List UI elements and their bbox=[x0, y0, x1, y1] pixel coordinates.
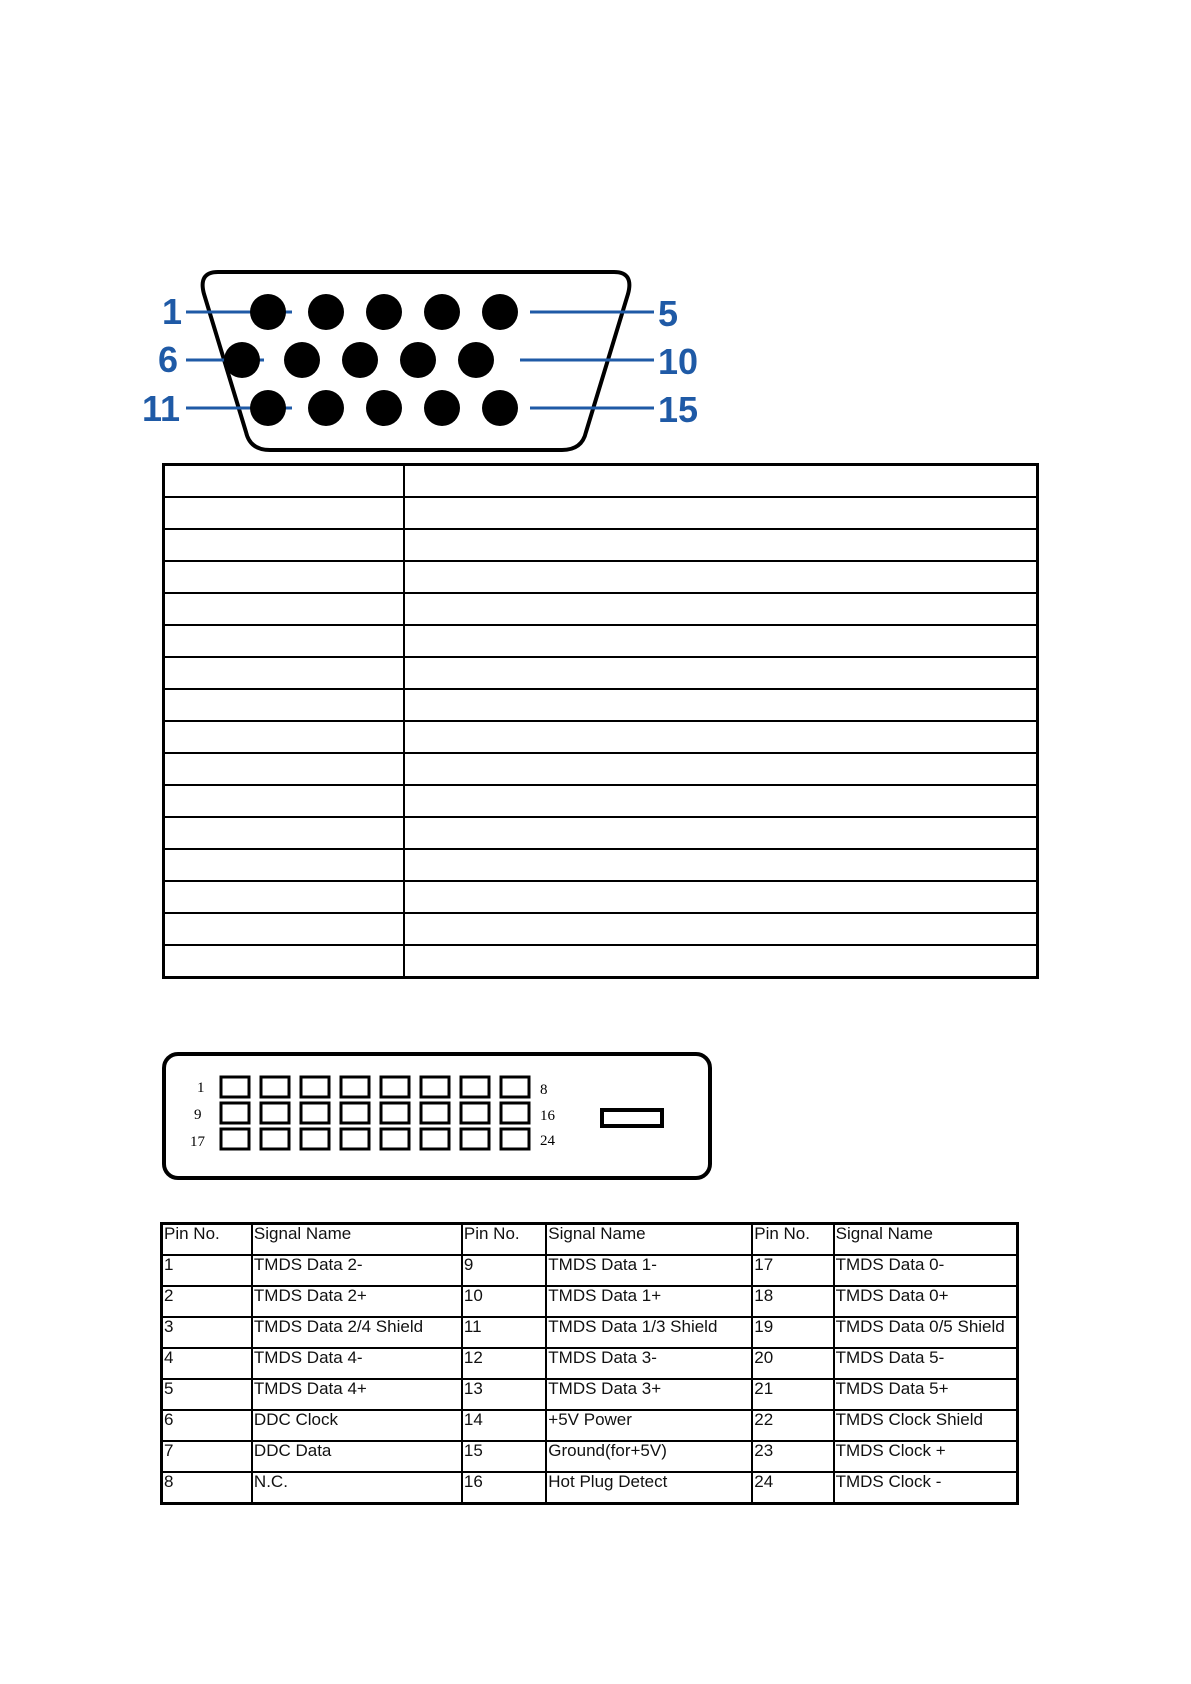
vga-table-cell bbox=[404, 817, 1038, 849]
vga-label-15: 15 bbox=[658, 389, 699, 430]
vga-table-row bbox=[164, 945, 1038, 978]
table-row bbox=[162, 1348, 1018, 1379]
vga-table-row bbox=[164, 881, 1038, 913]
vga-label-11: 11 bbox=[142, 388, 181, 429]
pin-number-cell: 12 bbox=[462, 1348, 546, 1379]
signal-name-cell: TMDS Data 2- bbox=[252, 1255, 462, 1286]
dvi-pin-12 bbox=[341, 1103, 369, 1123]
signal-name-cell: Hot Plug Detect bbox=[546, 1472, 752, 1504]
pin-number-cell: 24 bbox=[752, 1472, 833, 1504]
vga-table-cell bbox=[164, 625, 405, 657]
vga-pin-8 bbox=[342, 342, 378, 378]
vga-table-row bbox=[164, 689, 1038, 721]
vga-table-row bbox=[164, 561, 1038, 593]
pin-number-cell: 6 bbox=[162, 1410, 252, 1441]
vga-table-cell bbox=[404, 625, 1038, 657]
signal-name-cell: Ground(for+5V) bbox=[546, 1441, 752, 1472]
dvi-pin-18 bbox=[261, 1129, 289, 1149]
pin-number-cell: 22 bbox=[752, 1410, 833, 1441]
vga-table-cell bbox=[404, 753, 1038, 785]
vga-table-cell bbox=[404, 689, 1038, 721]
vga-table-cell bbox=[404, 913, 1038, 945]
vga-table-cell bbox=[164, 593, 405, 625]
vga-pin-6 bbox=[224, 342, 260, 378]
vga-table-row bbox=[164, 721, 1038, 753]
dvi-pin-6 bbox=[421, 1077, 449, 1097]
vga-pin-14 bbox=[424, 390, 460, 426]
vga-table-cell bbox=[404, 593, 1038, 625]
pin-number-cell: 15 bbox=[462, 1441, 546, 1472]
vga-table-cell bbox=[404, 529, 1038, 561]
vga-table-cell bbox=[164, 497, 405, 529]
table-row bbox=[162, 1255, 1018, 1286]
signal-name-cell: TMDS Clock Shield bbox=[834, 1410, 1018, 1441]
signal-name-cell: DDC Data bbox=[252, 1441, 462, 1472]
pin-number-cell: 16 bbox=[462, 1472, 546, 1504]
vga-pin-10 bbox=[458, 342, 494, 378]
vga-table-cell bbox=[164, 529, 405, 561]
pin-number-cell: 14 bbox=[462, 1410, 546, 1441]
header-signal-name: Signal Name bbox=[546, 1224, 752, 1256]
vga-table-cell bbox=[404, 785, 1038, 817]
table-row bbox=[162, 1286, 1018, 1317]
signal-name-cell: N.C. bbox=[252, 1472, 462, 1504]
signal-name-cell: TMDS Data 4+ bbox=[252, 1379, 462, 1410]
vga-table-cell bbox=[164, 785, 405, 817]
header-signal-name: Signal Name bbox=[252, 1224, 462, 1256]
pin-number-cell: 10 bbox=[462, 1286, 546, 1317]
pin-number-cell: 7 bbox=[162, 1441, 252, 1472]
dvi-pin-8 bbox=[501, 1077, 529, 1097]
dvi-pin-4 bbox=[341, 1077, 369, 1097]
vga-pin-12 bbox=[308, 390, 344, 426]
dvi-pin-16 bbox=[501, 1103, 529, 1123]
pin-number-cell: 21 bbox=[752, 1379, 833, 1410]
vga-table-cell bbox=[164, 561, 405, 593]
vga-table-cell bbox=[404, 465, 1038, 498]
vga-table-cell bbox=[164, 817, 405, 849]
vga-label-10: 10 bbox=[658, 341, 699, 382]
vga-table-row bbox=[164, 913, 1038, 945]
dvi-pin-3 bbox=[301, 1077, 329, 1097]
table-row bbox=[162, 1410, 1018, 1441]
pin-number-cell: 3 bbox=[162, 1317, 252, 1348]
vga-pin-11 bbox=[250, 390, 286, 426]
pin-number-cell: 19 bbox=[752, 1317, 833, 1348]
vga-table-cell bbox=[404, 497, 1038, 529]
vga-table-cell bbox=[164, 465, 405, 498]
vga-pin-4 bbox=[424, 294, 460, 330]
vga-table-row bbox=[164, 497, 1038, 529]
dvi-pin-17 bbox=[221, 1129, 249, 1149]
pin-number-cell: 9 bbox=[462, 1255, 546, 1286]
dvi-pin-21 bbox=[381, 1129, 409, 1149]
vga-pin-1 bbox=[250, 294, 286, 330]
vga-label-5: 5 bbox=[658, 293, 679, 334]
vga-pin-3 bbox=[366, 294, 402, 330]
dvi-label-17: 17 bbox=[190, 1134, 205, 1150]
signal-name-cell: TMDS Data 0/5 Shield bbox=[834, 1317, 1018, 1348]
dvi-pin-2 bbox=[261, 1077, 289, 1097]
signal-name-cell: TMDS Data 3+ bbox=[546, 1379, 752, 1410]
vga-pin-table bbox=[162, 463, 1039, 979]
vga-table-row bbox=[164, 817, 1038, 849]
dvi-label-24: 24 bbox=[540, 1133, 555, 1149]
vga-table-row bbox=[164, 785, 1038, 817]
table-row bbox=[162, 1441, 1018, 1472]
header-signal-name: Signal Name bbox=[834, 1224, 1018, 1256]
dvi-pin-19 bbox=[301, 1129, 329, 1149]
vga-table-row bbox=[164, 529, 1038, 561]
header-pin-no: Pin No. bbox=[162, 1224, 252, 1256]
vga-connector-diagram bbox=[138, 266, 718, 466]
vga-table-cell bbox=[404, 945, 1038, 978]
dvi-pin-7 bbox=[461, 1077, 489, 1097]
dvi-pin-9 bbox=[221, 1103, 249, 1123]
pin-number-cell: 1 bbox=[162, 1255, 252, 1286]
signal-name-cell: TMDS Data 4- bbox=[252, 1348, 462, 1379]
dvi-pin-15 bbox=[461, 1103, 489, 1123]
signal-name-cell: TMDS Data 0- bbox=[834, 1255, 1018, 1286]
dvi-pin-22 bbox=[421, 1129, 449, 1149]
dvi-label-16: 16 bbox=[540, 1108, 555, 1124]
pin-number-cell: 11 bbox=[462, 1317, 546, 1348]
signal-name-cell: TMDS Data 1/3 Shield bbox=[546, 1317, 752, 1348]
dvi-label-8: 8 bbox=[540, 1082, 548, 1098]
table-row bbox=[162, 1379, 1018, 1410]
dvi-pin-table bbox=[160, 1222, 1019, 1505]
dvi-pin-1 bbox=[221, 1077, 249, 1097]
dvi-ground-blade bbox=[602, 1110, 662, 1126]
vga-pin-5 bbox=[482, 294, 518, 330]
pin-number-cell: 5 bbox=[162, 1379, 252, 1410]
pin-number-cell: 8 bbox=[162, 1472, 252, 1504]
vga-table-cell bbox=[164, 849, 405, 881]
vga-table-cell bbox=[404, 657, 1038, 689]
dvi-pin-24 bbox=[501, 1129, 529, 1149]
vga-table-row bbox=[164, 657, 1038, 689]
vga-pin-15 bbox=[482, 390, 518, 426]
vga-table-cell bbox=[404, 881, 1038, 913]
vga-table-row bbox=[164, 753, 1038, 785]
vga-table-cell bbox=[404, 721, 1038, 753]
signal-name-cell: DDC Clock bbox=[252, 1410, 462, 1441]
dvi-connector-diagram bbox=[160, 1048, 720, 1184]
signal-name-cell: TMDS Data 2+ bbox=[252, 1286, 462, 1317]
dvi-label-9: 9 bbox=[194, 1107, 202, 1123]
vga-pin-13 bbox=[366, 390, 402, 426]
vga-table-row bbox=[164, 465, 1038, 498]
header-pin-no: Pin No. bbox=[462, 1224, 546, 1256]
vga-table-cell bbox=[404, 849, 1038, 881]
signal-name-cell: TMDS Data 2/4 Shield bbox=[252, 1317, 462, 1348]
vga-label-1: 1 bbox=[162, 291, 183, 332]
vga-pin-7 bbox=[284, 342, 320, 378]
signal-name-cell: TMDS Data 5+ bbox=[834, 1379, 1018, 1410]
dvi-pin-10 bbox=[261, 1103, 289, 1123]
vga-table-cell bbox=[164, 881, 405, 913]
vga-table-row bbox=[164, 625, 1038, 657]
pin-number-cell: 18 bbox=[752, 1286, 833, 1317]
vga-table-cell bbox=[404, 561, 1038, 593]
signal-name-cell: TMDS Data 3- bbox=[546, 1348, 752, 1379]
table-row bbox=[162, 1317, 1018, 1348]
dvi-pin-20 bbox=[341, 1129, 369, 1149]
pin-number-cell: 4 bbox=[162, 1348, 252, 1379]
dvi-pin-11 bbox=[301, 1103, 329, 1123]
vga-table-cell bbox=[164, 753, 405, 785]
vga-label-6: 6 bbox=[158, 339, 179, 380]
pin-number-cell: 17 bbox=[752, 1255, 833, 1286]
dvi-pin-5 bbox=[381, 1077, 409, 1097]
vga-table-cell bbox=[164, 721, 405, 753]
signal-name-cell: TMDS Clock + bbox=[834, 1441, 1018, 1472]
signal-name-cell: TMDS Data 0+ bbox=[834, 1286, 1018, 1317]
header-pin-no: Pin No. bbox=[752, 1224, 833, 1256]
dvi-table-header-row bbox=[162, 1224, 1018, 1256]
signal-name-cell: TMDS Clock - bbox=[834, 1472, 1018, 1504]
vga-table-cell bbox=[164, 913, 405, 945]
vga-pin-2 bbox=[308, 294, 344, 330]
signal-name-cell: TMDS Data 5- bbox=[834, 1348, 1018, 1379]
vga-table-cell bbox=[164, 689, 405, 721]
signal-name-cell: TMDS Data 1+ bbox=[546, 1286, 752, 1317]
vga-table-row bbox=[164, 849, 1038, 881]
vga-table-row bbox=[164, 593, 1038, 625]
vga-table-cell bbox=[164, 945, 405, 978]
dvi-pin-14 bbox=[421, 1103, 449, 1123]
dvi-pin-13 bbox=[381, 1103, 409, 1123]
pin-number-cell: 13 bbox=[462, 1379, 546, 1410]
signal-name-cell: TMDS Data 1- bbox=[546, 1255, 752, 1286]
dvi-label-1: 1 bbox=[197, 1080, 205, 1096]
pin-number-cell: 23 bbox=[752, 1441, 833, 1472]
vga-table-cell bbox=[164, 657, 405, 689]
pin-number-cell: 20 bbox=[752, 1348, 833, 1379]
signal-name-cell: +5V Power bbox=[546, 1410, 752, 1441]
dvi-pin-23 bbox=[461, 1129, 489, 1149]
vga-pin-9 bbox=[400, 342, 436, 378]
pin-number-cell: 2 bbox=[162, 1286, 252, 1317]
table-row bbox=[162, 1472, 1018, 1504]
